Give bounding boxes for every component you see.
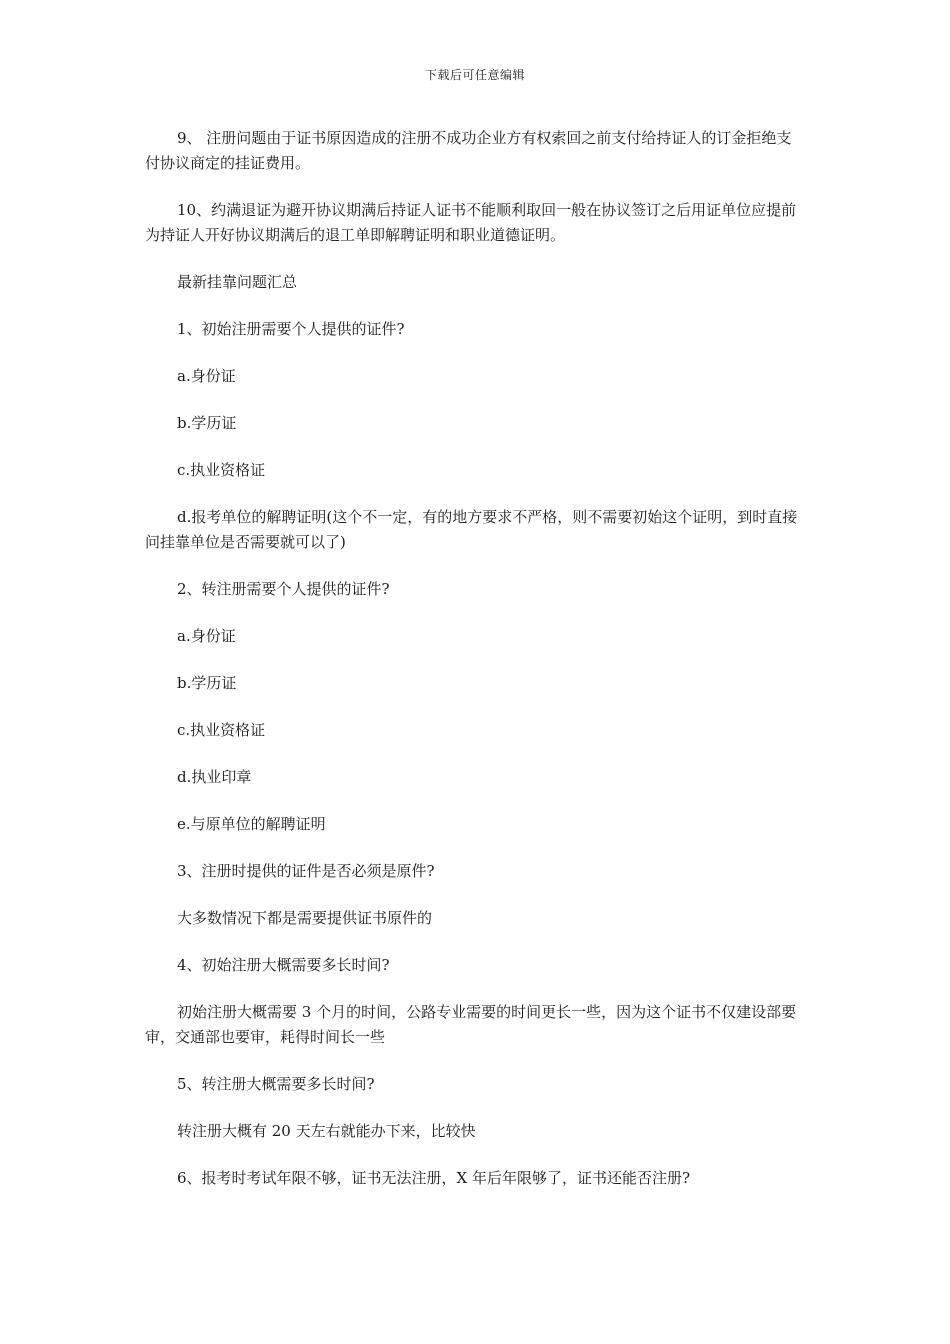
document-body: [145, 126, 805, 1213]
answer: 大多数情况下都是需要提供证书原件的: [177, 909, 433, 927]
list-item: c.执业资格证: [177, 721, 266, 739]
question: 4、初始注册大概需要多长时间?: [177, 956, 390, 974]
list-item: a.身份证: [177, 627, 236, 645]
list-item: e.与原单位的解聘证明: [177, 815, 326, 833]
question: 5、转注册大概需要多长时间?: [177, 1075, 375, 1093]
question: 2、转注册需要个人提供的证件?: [177, 580, 390, 598]
question: 6、报考时考试年限不够，证书无法注册，X 年后年限够了，证书还能否注册?: [177, 1169, 691, 1187]
question: 1、初始注册需要个人提供的证件?: [177, 320, 405, 338]
list-item: c.执业资格证: [177, 461, 266, 479]
list-item: d.执业印章: [177, 768, 252, 786]
paragraph: 10、约满退证为避开协议期满后持证人证书不能顺利取回一般在协议签订之后用证单位应提前为持证人开好协议期满后的退工单即解聘证明和职业道德证明。: [145, 201, 797, 244]
page-header: 下载后可任意编辑: [424, 68, 525, 82]
paragraph: 9、 注册问题由于证书原因造成的注册不成功企业方有权索回之前支付给持证人的订金拒绝支付协议商定的挂证费用。: [145, 129, 792, 172]
list-item: b.学历证: [177, 414, 237, 432]
list-item: b.学历证: [177, 674, 237, 692]
list-item: a.身份证: [177, 367, 236, 385]
answer: 转注册大概有 20 天左右就能办下来，比较快: [177, 1122, 476, 1140]
list-item: d.报考单位的解聘证明(这个不一定，有的地方要求不严格，则不需要初始这个证明，到时直接问挂靠单位是否需要就可以了): [145, 508, 798, 551]
answer: 初始注册大概需要 3 个月的时间，公路专业需要的时间更长一些，因为这个证书不仅建设部要审，交通部也要审，耗得时间长一些: [145, 1003, 797, 1046]
question: 3、注册时提供的证件是否必须是原件?: [177, 862, 435, 880]
section-heading: 最新挂靠问题汇总: [177, 273, 298, 291]
